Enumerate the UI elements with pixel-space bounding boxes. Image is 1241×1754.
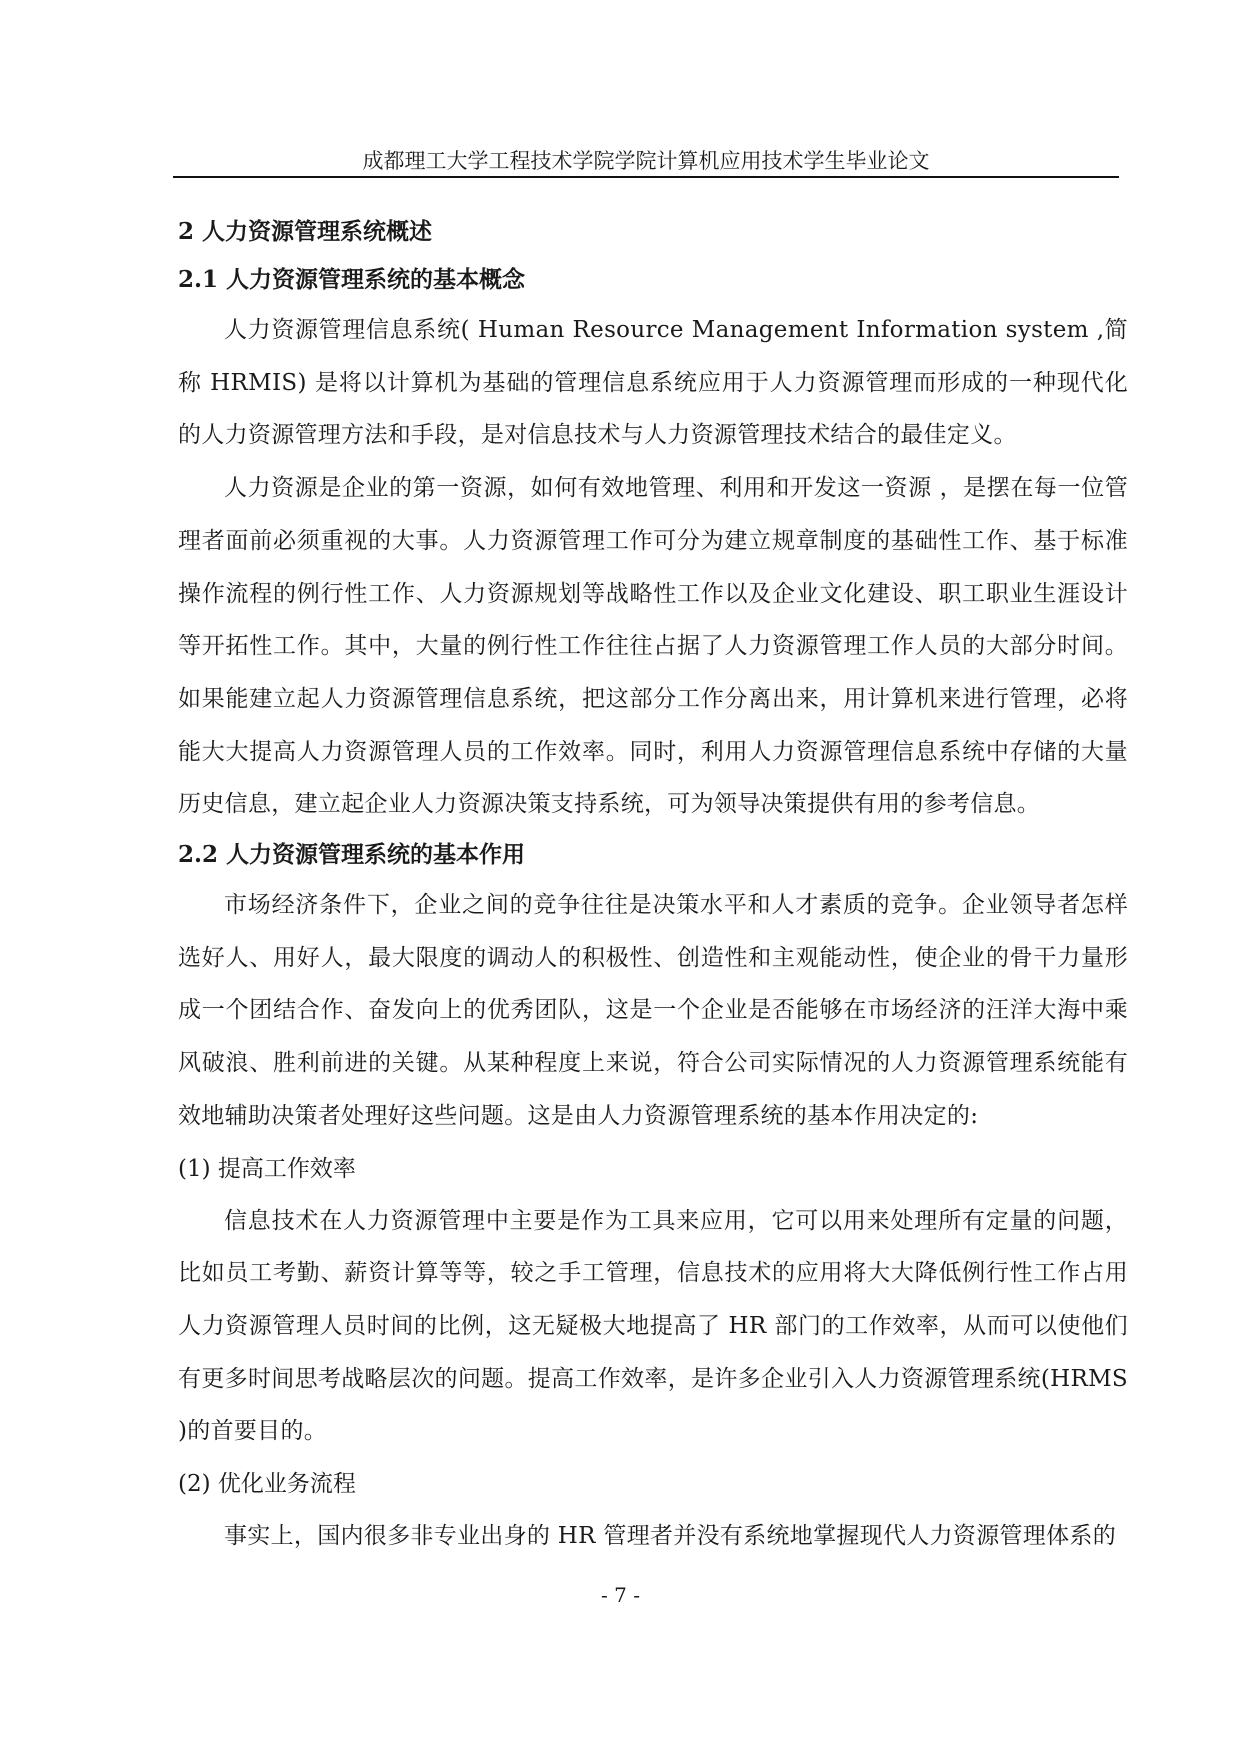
page-header-title: 成都理工大学工程技术学院学院计算机应用技术学生毕业论文: [362, 149, 930, 173]
section-2-1-paragraph-2: 人力资源是企业的第一资源，如何有效地管理、利用和开发这一资源 ，是摆在每一位管理者面前必须重视的大事。人力资源管理工作可分为建立规章制度的基础性工作、基于标准操作流程的例行性工作、人力资源规划等战略性工作以及企业文化建设、职工职业生涯设计等开拓性工作。其中，大量的例行性工作往往占据了人力资源管理工作人员的大部分时间。如果能建立起人力资源管理信息系统，把这部分工作分离出来，用计算机来进行管理，必将能大大提高人力资源管理人员的工作效率。同时，利用人力资源管理信息系统中存储的大量历史信息，建立起企业人力资源决策支持系统，可为领导决策提供有用的参考信息。: [178, 475, 1128, 818]
page-number: - 7 -: [601, 1583, 640, 1607]
document-body: [178, 208, 1128, 1563]
header-rule: [173, 176, 1119, 178]
section-2-1-heading: 2.1 人力资源管理系统的基本概念: [178, 266, 526, 293]
section-2-1-paragraph-1: 人力资源管理信息系统( Human Resource Management Information system ,简称 HRMIS) 是将以计算机为基础的管理信息系统应用于人力资源管理而形成的一种现代化的人力资源管理方法和手段，是对信息技术与人力资源管理技术结合的最佳定义。: [178, 317, 1128, 449]
section-2-2-heading: 2.2 人力资源管理系统的基本作用: [178, 841, 526, 869]
item-2-title: (2) 优化业务流程: [178, 1471, 356, 1498]
section-2-2-intro: 市场经济条件下，企业之间的竞争往往是决策水平和人才素质的竞争。企业领导者怎样选好人、用好人，最大限度的调动人的积极性、创造性和主观能动性，使企业的骨干力量形成一个团结合作、奋发向上的优秀团队，这是一个企业是否能够在市场经济的汪洋大海中乘风破浪、胜利前进的关键。从某种程度上来说，符合公司实际情况的人力资源管理系统能有效地辅助决策者处理好这些问题。这是由人力资源管理系统的基本作用决定的:: [178, 892, 1128, 1129]
item-2-paragraph: 事实上，国内很多非专业出身的 HR 管理者并没有系统地掌握现代人力资源管理体系的: [224, 1523, 1116, 1550]
chapter-heading: 2 人力资源管理系统概述: [178, 218, 433, 245]
item-1-paragraph: 信息技术在人力资源管理中主要是作为工具来应用，它可以用来处理所有定量的问题，比如员工考勤、薪资计算等等，较之手工管理，信息技术的应用将大大降低例行性工作占用人力资源管理人员时间的比例，这无疑极大地提高了 HR 部门的工作效率，从而可以使他们有更多时间思考战略层次的问题。提高工作效率，是许多企业引入人力资源管理系统(HRMS )的首要目的。: [178, 1207, 1128, 1445]
item-1-title: (1) 提高工作效率: [178, 1155, 356, 1182]
